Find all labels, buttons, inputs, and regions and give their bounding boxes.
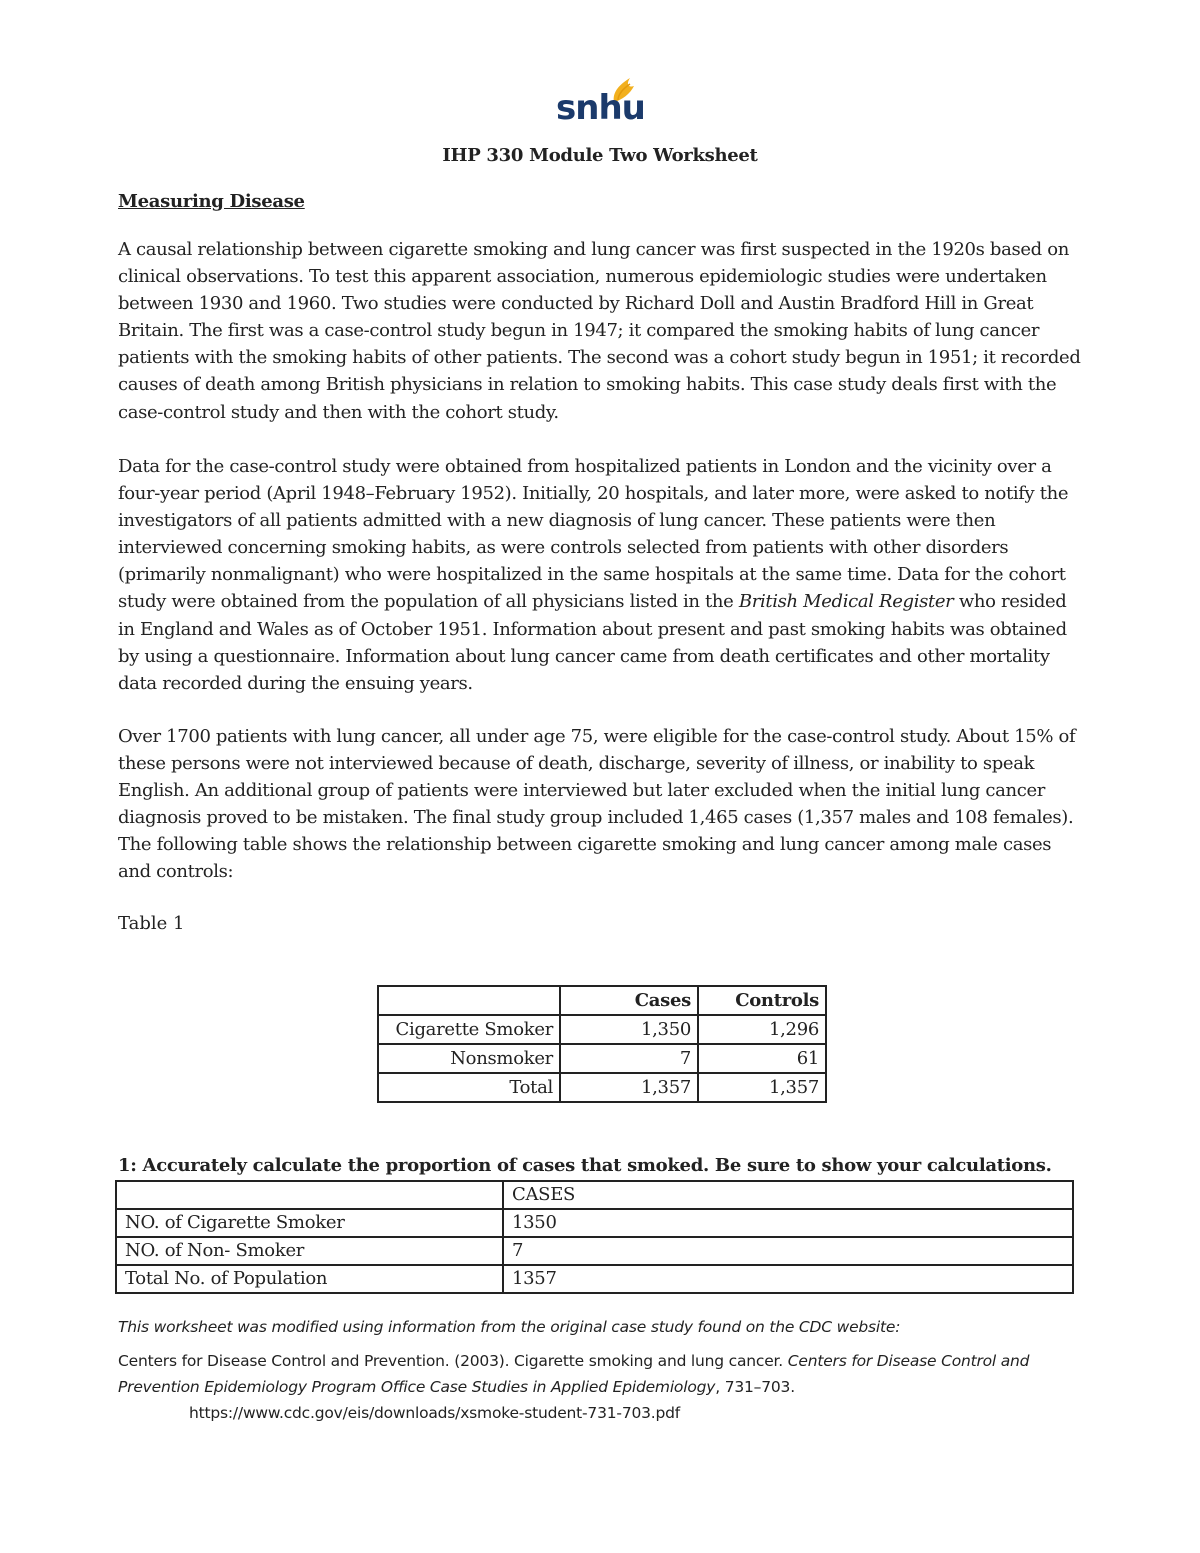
table-header-cell — [378, 986, 560, 1015]
section-heading: Measuring Disease — [118, 191, 305, 212]
table-label: Table 1 — [118, 913, 185, 934]
table-cell: 1,296 — [698, 1015, 826, 1044]
table-cell: 61 — [698, 1044, 826, 1073]
register-title: British Medical Register — [738, 591, 954, 613]
table-row-label: Nonsmoker — [378, 1044, 560, 1073]
table-cell[interactable]: 1350 — [503, 1209, 1073, 1237]
table-cell[interactable]: 7 — [503, 1237, 1073, 1265]
table-row — [378, 1015, 826, 1044]
table-row-label: Total No. of Population — [116, 1265, 503, 1293]
paragraph-intro: A causal relationship between cigarette smoking and lung cancer was first suspected in the 1920s based on clinical observations. To test this apparent association, numerous epidemiologic studies were undertaken between 1930 and 1960. Two studies were conducted by Richard Doll and Austin Bradford Hill in Great Britain. The first was a case-control study begun in 1947; it compared the smoking habits of lung cancer patients with the smoking habits of other patients. The second was a cohort study begun in 1951; it recorded causes of death among British physicians in relation to smoking habits. This case study deals first with the case-control study and then with the cohort study. — [118, 239, 1081, 423]
answer-table — [115, 1180, 1074, 1294]
table-row — [378, 1073, 826, 1102]
table-row-label: Total — [378, 1073, 560, 1102]
logo-text: snhu — [556, 88, 645, 128]
question-1: 1: Accurately calculate the proportion of cases that smoked. Be sure to show your calculations. — [118, 1155, 1052, 1176]
table-cell[interactable]: 1357 — [503, 1265, 1073, 1293]
citation-publication: Centers for Disease Control and Prevention Epidemiology Program Office Case Studies in Applied Epidemiology — [118, 1352, 1030, 1396]
citation-url[interactable]: https://www.cdc.gov/eis/downloads/xsmoke-student-731-703.pdf — [189, 1404, 681, 1422]
page-title: IHP 330 Module Two Worksheet — [442, 145, 758, 166]
table-row — [116, 1237, 1073, 1265]
table-header-row — [116, 1181, 1073, 1209]
reference-citation — [118, 1348, 1078, 1426]
snhu-logo — [556, 74, 645, 134]
table-cell: 1,350 — [560, 1015, 698, 1044]
paragraph-text: Data for the case-control study were obtained from hospitalized patients in London and the vicinity over a four-year period (April 1948–February 1952). Initially, 20 hospitals, and later more, were asked to notify the investigators of all patients admitted with a new diagnosis of lung cancer. These patients were then interviewed concerning smoking habits, as were controls selected from patients with other disorders (primarily nonmalignant) who were hospitalized in the same hospitals at the same time. Data for the cohort study were obtained from the population of all physicians listed in the — [118, 456, 1069, 613]
table-header-row — [378, 986, 826, 1015]
table-cell: 1,357 — [698, 1073, 826, 1102]
table-row — [116, 1209, 1073, 1237]
citation-pages: , 731–703. — [715, 1378, 795, 1396]
paragraph-text: who resided in England and Wales as of October 1951. Information about present and past smoking habits was obtained by using a questionnaire. Information about lung cancer came from death certificates and other mortality data recorded during the ensuing years. — [118, 591, 1067, 694]
table-row-label: Cigarette Smoker — [378, 1015, 560, 1044]
citation-text: Centers for Disease Control and Prevention. (2003). Cigarette smoking and lung cancer. — [118, 1352, 784, 1370]
table-cell: 7 — [560, 1044, 698, 1073]
table-row-label: NO. of Cigarette Smoker — [116, 1209, 503, 1237]
table-header-cell — [116, 1181, 503, 1209]
paragraph-study-group: Over 1700 patients with lung cancer, all under age 75, were eligible for the case-control study. About 15% of these persons were not interviewed because of death, discharge, severity of illness, or inability to speak English. An additional group of patients were interviewed but later excluded when the initial lung cancer diagnosis proved to be mistaken. The final study group included 1,465 cases (1,357 males and 108 females). The following table shows the relationship between cigarette smoking and lung cancer among male cases and controls: — [118, 726, 1076, 883]
table-header-cell: Controls — [698, 986, 826, 1015]
table-header-cell: Cases — [560, 986, 698, 1015]
table-row — [116, 1265, 1073, 1293]
table-cell: 1,357 — [560, 1073, 698, 1102]
smoking-table — [377, 985, 827, 1103]
table-row-label: NO. of Non- Smoker — [116, 1237, 503, 1265]
paragraph-data-sources — [118, 453, 1088, 697]
table-row — [378, 1044, 826, 1073]
source-note: This worksheet was modified using information from the original case study found on the CDC website: — [118, 1318, 901, 1336]
table-header-cell: CASES — [503, 1181, 1073, 1209]
